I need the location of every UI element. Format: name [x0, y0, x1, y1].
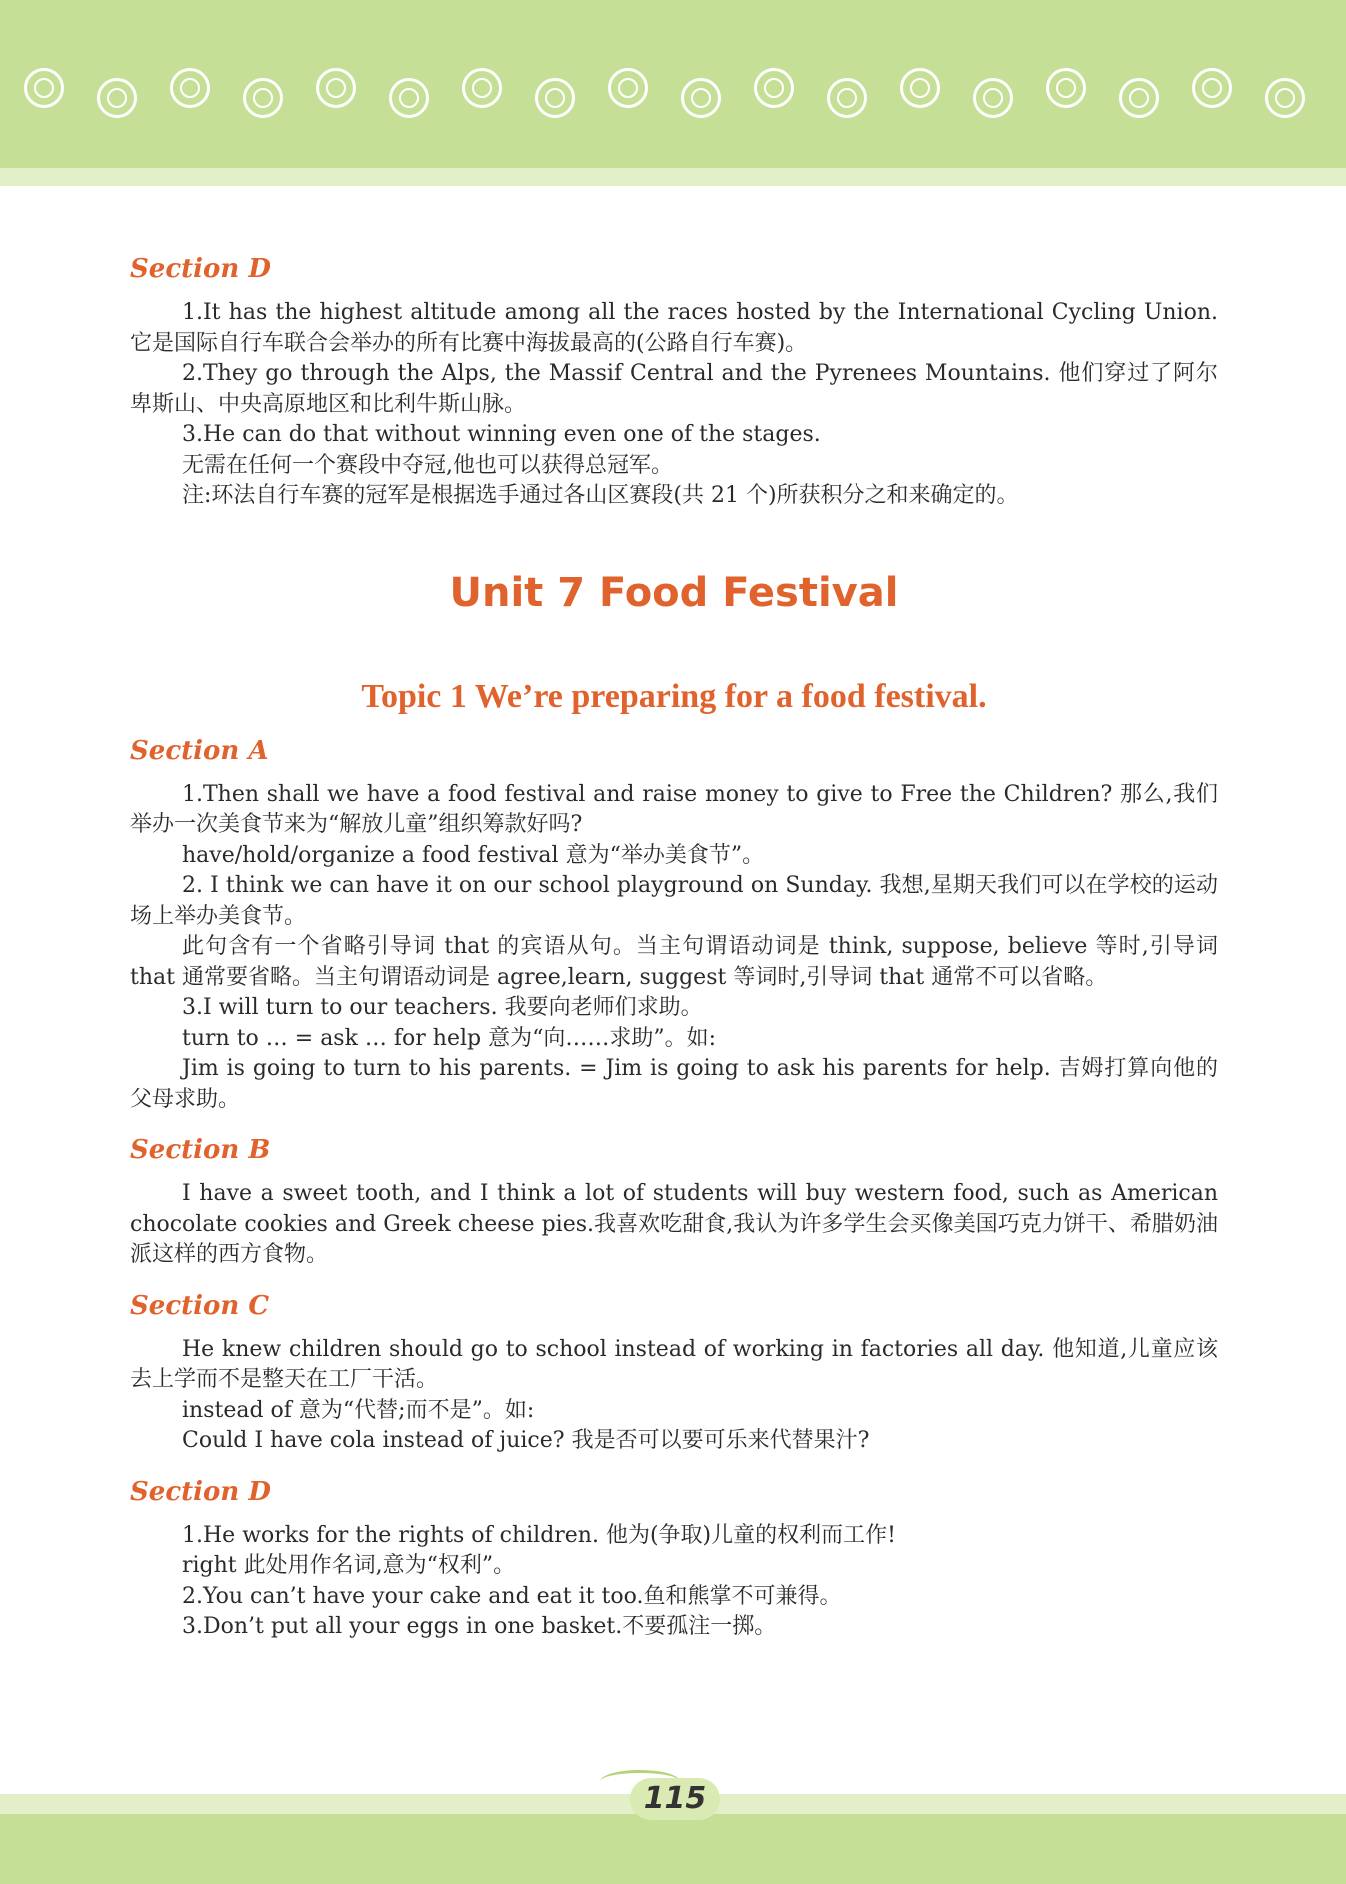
paragraph: turn to … = ask … for help 意为“向……求助”。如: — [182, 1025, 717, 1051]
ring-ornament-icon — [754, 68, 794, 108]
section-heading: Section B — [130, 1135, 271, 1165]
page-number-badge — [600, 1770, 730, 1826]
paragraph: Could I have cola instead of juice? 我是否可以要可乐来代替果汁? — [182, 1428, 870, 1453]
paragraph: 注:环法自行车赛的冠军是根据选手通过各山区赛段(共 21 个)所获积分之和来确定的。 — [182, 483, 1019, 508]
section-heading: Section D — [130, 254, 271, 284]
ring-ornament-icon — [1192, 68, 1232, 108]
page-content — [130, 252, 1218, 1643]
paragraph: 2. I think we can have it on our school playground on Sunday. 我想,星期天我们可以在学校的运动场上举办美食节。 — [130, 873, 1218, 929]
topic-title: Topic 1 We’re preparing for a food festival. — [361, 677, 987, 715]
ring-ornament-icon — [389, 78, 429, 118]
paragraph: 3.I will turn to our teachers. 我要向老师们求助。 — [182, 995, 703, 1020]
paragraph: have/hold/organize a food festival 意为“举办美食节”。 — [182, 842, 765, 868]
ring-ornament-icon — [316, 68, 356, 108]
ring-ornament-icon — [243, 78, 283, 118]
header-stripe — [0, 168, 1346, 186]
section-heading: Section D — [130, 1476, 271, 1507]
ring-ornament-icon — [462, 68, 502, 108]
ring-ornament-icon — [97, 78, 137, 118]
ring-ornament-icon — [681, 78, 721, 118]
unit-title: Unit 7 Food Festival — [449, 569, 899, 616]
paragraph: 3.He can do that without winning even one of the stages. — [182, 422, 821, 447]
paragraph: 无需在任何一个赛段中夺冠,他也可以获得总冠军。 — [182, 452, 673, 478]
section-heading: Section A — [130, 735, 269, 766]
paragraph: instead of 意为“代替;而不是”。如: — [182, 1397, 535, 1423]
header-band — [0, 0, 1346, 168]
paragraph: Jim is going to turn to his parents. = Jim is going to ask his parents for help. 吉姆打算向他的父母求助。 — [130, 1056, 1218, 1112]
paragraph: 2.You can’t have your cake and eat it too.鱼和熊掌不可兼得。 — [182, 1583, 842, 1609]
paragraph: right 此处用作名词,意为“权利”。 — [182, 1553, 516, 1578]
paragraph: 2.They go through the Alps, the Massif Central and the Pyrenees Mountains. 他们穿过了阿尔卑斯山、中央高原地区和比利牛斯山脉。 — [130, 361, 1218, 417]
ring-ornament-icon — [827, 78, 867, 118]
ring-ornament-icon — [1046, 68, 1086, 108]
ring-ornament-icon — [608, 68, 648, 108]
ring-ornament-icon — [1265, 78, 1305, 118]
ring-ornament-icon — [973, 78, 1013, 118]
paragraph: 1.He works for the rights of children. 他为(争取)儿童的权利而工作! — [182, 1522, 896, 1548]
page-number: 115 — [630, 1778, 720, 1820]
paragraph: I have a sweet tooth, and I think a lot of students will buy western food, such as American chocolate cookies and Greek cheese pies.我喜欢吃甜食,我认为许多学生会买像美国巧克力饼干、希腊奶油派这样的西方食物。 — [130, 1181, 1218, 1267]
ring-ornament-icon — [900, 68, 940, 108]
paragraph: 1.Then shall we have a food festival and raise money to give to Free the Children? 那么,我们举办一次美食节来为“解放儿童”组织筹款好吗? — [130, 781, 1218, 837]
ring-ornament-icon — [1119, 78, 1159, 118]
paragraph: He knew children should go to school instead of working in factories all day. 他知道,儿童应该去上学而不是整天在工厂干活。 — [130, 1336, 1218, 1392]
ring-ornament-icon — [535, 78, 575, 118]
paragraph: 此句含有一个省略引导词 that 的宾语从句。当主句谓语动词是 think, suppose, believe 等时,引导词 that 通常要省略。当主句谓语动词是 agree,learn, suggest 等词时,引导词 that 通常不可以省略。 — [130, 934, 1218, 990]
paragraph: 1.It has the highest altitude among all the races hosted by the International Cycling Union. 它是国际自行车联合会举办的所有比赛中海拔最高的(公路自行车赛)。 — [130, 300, 1218, 356]
ring-ornament-icon — [24, 68, 64, 108]
section-heading: Section C — [130, 1290, 270, 1321]
paragraph: 3.Don’t put all your eggs in one basket.不要孤注一掷。 — [182, 1614, 777, 1639]
ring-ornament-icon — [170, 68, 210, 108]
